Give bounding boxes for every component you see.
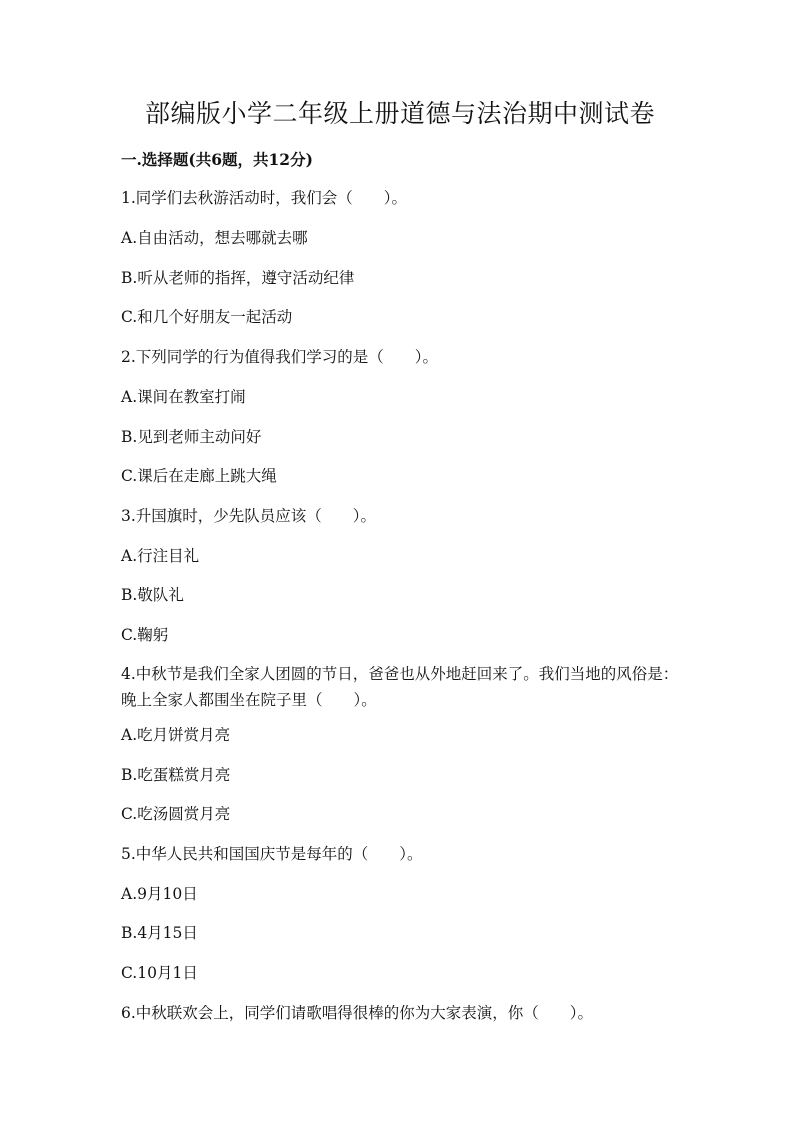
question-2-option-a: A.课间在教室打闹 xyxy=(121,388,246,406)
question-5-option-c: C.10月1日 xyxy=(121,964,198,982)
question-4-stem: 4.中秋节是我们全家人团圆的节日，爸爸也从外地赶回来了。我们当地的风俗是：晚上全家人都围坐在院子里（ ）。 xyxy=(121,665,679,709)
question-5-option-b: B.4月15日 xyxy=(121,924,198,942)
question-3-stem: 3.升国旗时，少先队员应该（ ）。 xyxy=(121,507,377,525)
question-1-stem: 1.同学们去秋游活动时，我们会（ ）。 xyxy=(121,189,408,207)
question-3-option-a: A.行注目礼 xyxy=(121,547,200,565)
section-heading: 一.选择题(共6题，共12分) xyxy=(121,150,313,169)
question-2-option-c: C.课后在走廊上跳大绳 xyxy=(121,467,277,485)
page-title: 部编版小学二年级上册道德与法治期中测试卷 xyxy=(144,99,655,128)
question-4-option-a: A.吃月饼赏月亮 xyxy=(121,726,231,744)
question-3-option-b: B.敬队礼 xyxy=(121,586,184,604)
question-1-option-c: C.和几个好朋友一起活动 xyxy=(121,308,293,326)
question-5-stem: 5.中华人民共和国国庆节是每年的（ ）。 xyxy=(121,845,423,863)
question-1-option-b: B.听从老师的指挥，遵守活动纪律 xyxy=(121,269,355,287)
question-2-stem: 2.下列同学的行为值得我们学习的是（ ）。 xyxy=(121,348,439,366)
question-4-option-c: C.吃汤圆赏月亮 xyxy=(121,805,231,823)
question-4-option-b: B.吃蛋糕赏月亮 xyxy=(121,766,231,784)
question-1-option-a: A.自由活动，想去哪就去哪 xyxy=(121,229,308,247)
question-5-option-a: A.9月10日 xyxy=(121,885,198,903)
question-2-option-b: B.见到老师主动问好 xyxy=(121,428,262,446)
question-3-option-c: C.鞠躬 xyxy=(121,626,169,644)
question-6-stem: 6.中秋联欢会上，同学们请歌唱得很棒的你为大家表演，你（ ）。 xyxy=(121,1004,594,1022)
